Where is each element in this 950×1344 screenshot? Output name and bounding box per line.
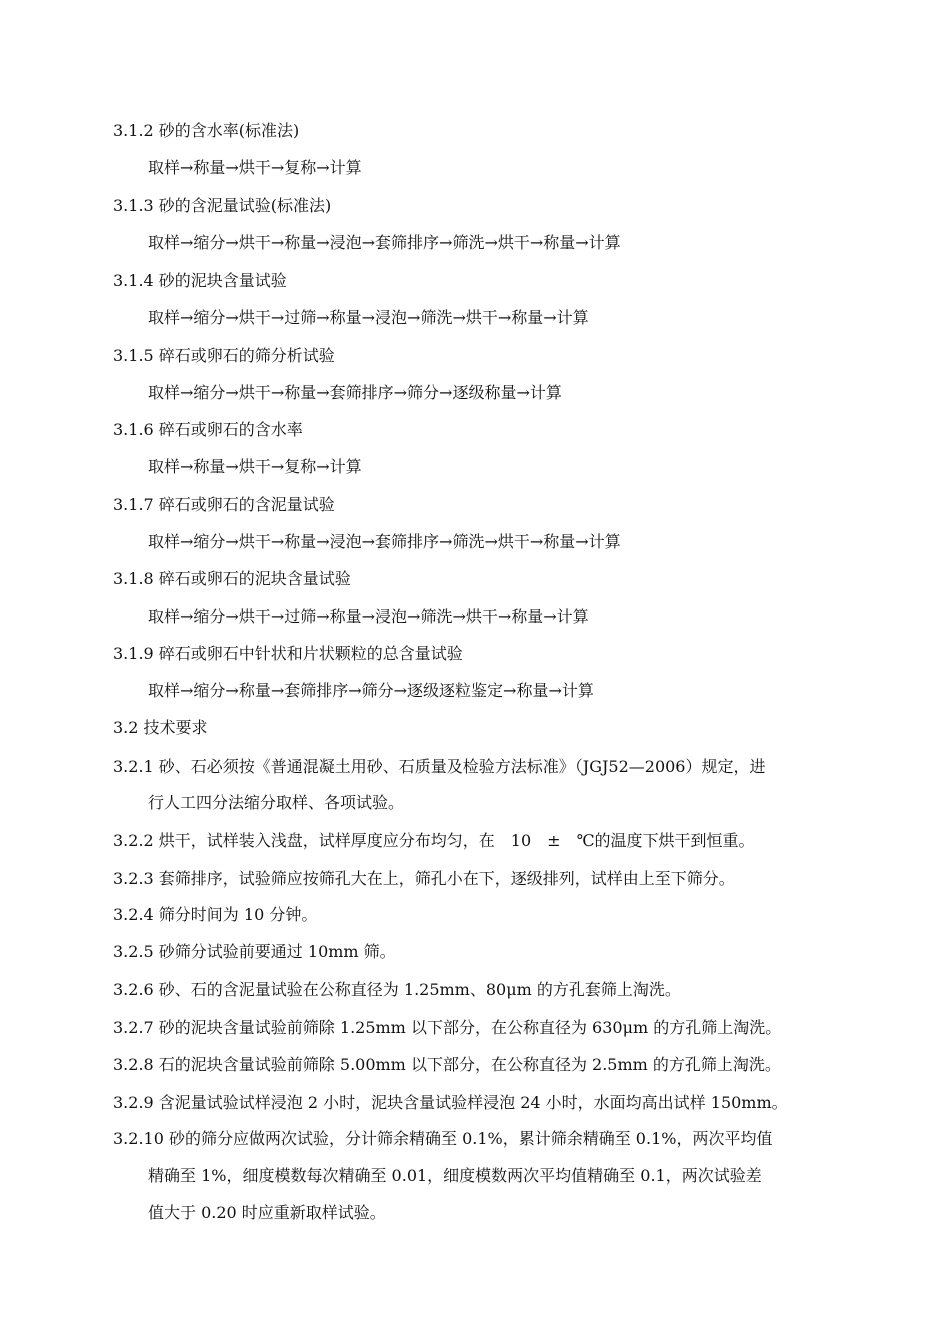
requirement-3-2-1-line-1: 3.2.1 砂、石必须按《普通混凝土用砂、石质量及检验方法标准》（JGJ52—2006）规定，进 <box>113 757 766 776</box>
section-heading-3-1-9: 3.1.9 碎石或卵石中针状和片状颗粒的总含量试验 <box>113 644 463 663</box>
procedure-steps-3-1-2: 取样→称量→烘干→复称→计算 <box>148 158 362 177</box>
procedure-steps-3-1-7: 取样→缩分→烘干→称量→浸泡→套筛排序→筛洗→烘干→称量→计算 <box>148 532 621 551</box>
procedure-steps-3-1-9: 取样→缩分→称量→套筛排序→筛分→逐级逐粒鉴定→称量→计算 <box>148 681 594 700</box>
requirement-3-2-10-line-3: 值大于 0.20 时应重新取样试验。 <box>148 1203 386 1222</box>
requirement-3-2-4: 3.2.4 筛分时间为 10 分钟。 <box>113 905 318 924</box>
requirement-3-2-10-line-2: 精确至 1%，细度模数每次精确至 0.01，细度模数两次平均值精确至 0.1，两次试验差 <box>148 1166 762 1185</box>
procedure-steps-3-1-6: 取样→称量→烘干→复称→计算 <box>148 457 362 476</box>
requirement-3-2-5: 3.2.5 砂筛分试验前要通过 10mm 筛。 <box>113 942 396 961</box>
section-heading-3-1-4: 3.1.4 砂的泥块含量试验 <box>113 271 287 290</box>
procedure-steps-3-1-4: 取样→缩分→烘干→过筛→称量→浸泡→筛洗→烘干→称量→计算 <box>148 308 589 327</box>
section-heading-3-1-7: 3.1.7 碎石或卵石的含泥量试验 <box>113 495 335 514</box>
section-heading-3-1-3: 3.1.3 砂的含泥量试验(标准法) <box>113 196 332 215</box>
requirement-3-2-1-line-2: 行人工四分法缩分取样、各项试验。 <box>148 793 405 812</box>
section-heading-3-1-8: 3.1.8 碎石或卵石的泥块含量试验 <box>113 569 351 588</box>
section-heading-3-1-6: 3.1.6 碎石或卵石的含水率 <box>113 420 303 439</box>
requirement-3-2-10-line-1: 3.2.10 砂的筛分应做两次试验，分计筛余精确至 0.1%，累计筛余精确至 0.1%，两次平均值 <box>113 1129 773 1148</box>
procedure-steps-3-1-8: 取样→缩分→烘干→过筛→称量→浸泡→筛洗→烘干→称量→计算 <box>148 607 589 626</box>
requirement-3-2-8: 3.2.8 石的泥块含量试验前筛除 5.00mm 以下部分，在公称直径为 2.5mm 的方孔筛上淘洗。 <box>113 1055 781 1074</box>
requirement-3-2-2: 3.2.2 烘干，试样装入浅盘，试样厚度应分布均匀，在 10 ± ℃的温度下烘干到恒重。 <box>113 831 755 850</box>
section-heading-3-2: 3.2 技术要求 <box>113 718 208 737</box>
requirement-3-2-7: 3.2.7 砂的泥块含量试验前筛除 1.25mm 以下部分，在公称直径为 630μm 的方孔筛上淘洗。 <box>113 1018 782 1037</box>
procedure-steps-3-1-5: 取样→缩分→烘干→称量→套筛排序→筛分→逐级称量→计算 <box>148 383 562 402</box>
requirement-3-2-9: 3.2.9 含泥量试验试样浸泡 2 小时，泥块含量试验样浸泡 24 小时，水面均高出试样 150mm。 <box>113 1093 788 1112</box>
requirement-3-2-3: 3.2.3 套筛排序，试验筛应按筛孔大在上，筛孔小在下，逐级排列，试样由上至下筛分。 <box>113 869 735 888</box>
procedure-steps-3-1-3: 取样→缩分→烘干→称量→浸泡→套筛排序→筛洗→烘干→称量→计算 <box>148 233 621 252</box>
section-heading-3-1-5: 3.1.5 碎石或卵石的筛分析试验 <box>113 346 335 365</box>
requirement-3-2-6: 3.2.6 砂、石的含泥量试验在公称直径为 1.25mm、80μm 的方孔套筛上淘洗。 <box>113 980 681 999</box>
section-heading-3-1-2: 3.1.2 砂的含水率(标准法) <box>113 121 300 140</box>
